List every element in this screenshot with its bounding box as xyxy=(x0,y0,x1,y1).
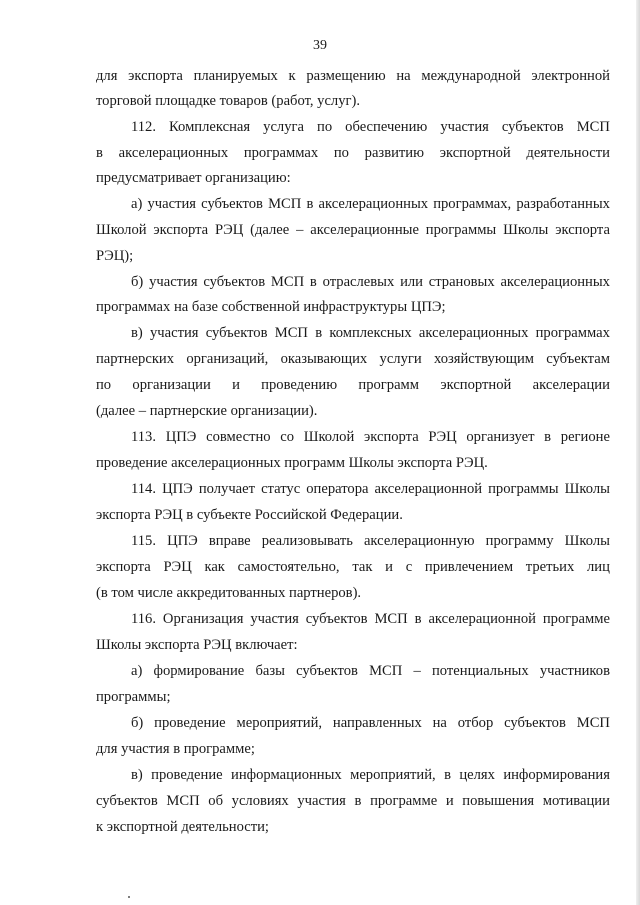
text-line: в) участия субъектов МСП в комплексных акселерационных программах xyxy=(131,325,610,341)
text-line: субъектов МСП об условиях участия в программе и повышения мотивации xyxy=(96,793,610,809)
text-line: для участия в программе; xyxy=(96,741,255,757)
scan-speck xyxy=(128,896,130,898)
text-line: предусматривает организацию: xyxy=(96,170,291,186)
text-line: партнерских организаций, оказывающих услуги хозяйствующим субъектам xyxy=(96,351,610,367)
text-line: программы; xyxy=(96,689,171,705)
text-line: 113. ЦПЭ совместно со Школой экспорта РЭЦ организует в регионе xyxy=(131,429,610,445)
text-line: экспорта РЭЦ в субъекте Российской Федерации. xyxy=(96,507,403,523)
text-line: (в том числе аккредитованных партнеров). xyxy=(96,585,362,601)
text-line: по организации и проведению программ экспортной акселерации xyxy=(96,377,610,393)
text-line: торговой площадке товаров (работ, услуг). xyxy=(96,93,361,109)
text-line: экспорта РЭЦ как самостоятельно, так и с привлечением третьих лиц xyxy=(96,559,610,575)
text-line: б) участия субъектов МСП в отраслевых или страновых акселерационных xyxy=(131,274,610,290)
text-line: Школой экспорта РЭЦ (далее – акселерационные программы Школы экспорта xyxy=(96,222,610,238)
text-line: 116. Организация участия субъектов МСП в акселерационной программе xyxy=(131,611,610,627)
text-line: в) проведение информационных мероприятий, в целях информирования xyxy=(131,767,610,783)
text-line: а) участия субъектов МСП в акселерационных программах, разработанных xyxy=(131,196,610,212)
text-line: к экспортной деятельности; xyxy=(96,819,269,835)
scan-edge xyxy=(636,0,640,905)
text-line: 112. Комплексная услуга по обеспечению участия субъектов МСП xyxy=(131,119,610,135)
text-line: для экспорта планируемых к размещению на международной электронной xyxy=(96,68,610,84)
text-line: Школы экспорта РЭЦ включает: xyxy=(96,637,298,653)
text-line: а) формирование базы субъектов МСП – потенциальных участников xyxy=(131,663,610,679)
text-line: б) проведение мероприятий, направленных на отбор субъектов МСП xyxy=(131,715,610,731)
text-line: проведение акселерационных программ Школы экспорта РЭЦ. xyxy=(96,455,488,471)
text-line: 114. ЦПЭ получает статус оператора акселерационной программы Школы xyxy=(131,481,610,497)
text-line: (далее – партнерские организации). xyxy=(96,403,318,419)
text-line: РЭЦ); xyxy=(96,248,134,264)
text-line: в акселерационных программах по развитию экспортной деятельности xyxy=(96,145,610,161)
page-number: 39 xyxy=(313,38,327,53)
text-line: 115. ЦПЭ вправе реализовывать акселерационную программу Школы xyxy=(131,533,610,549)
text-line: программах на базе собственной инфраструктуры ЦПЭ; xyxy=(96,299,446,315)
